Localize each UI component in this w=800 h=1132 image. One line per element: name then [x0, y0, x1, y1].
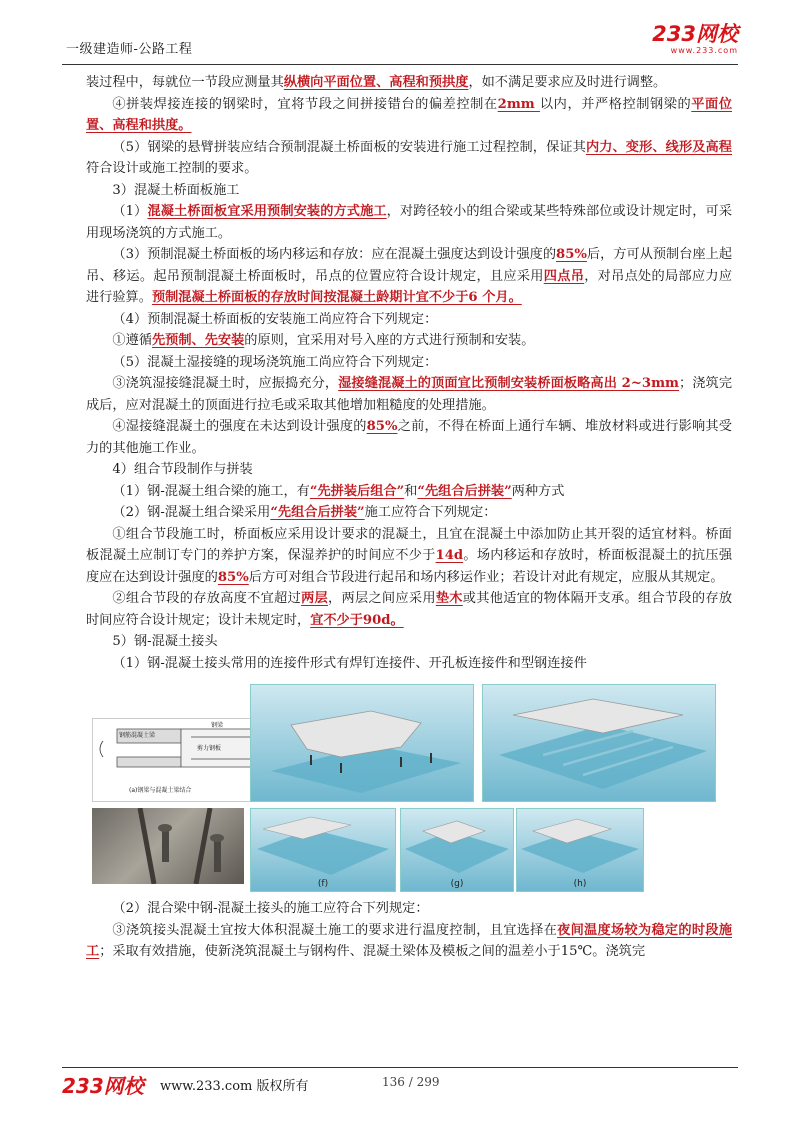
- text-run: 施工应符合下列规定：: [364, 505, 497, 520]
- highlighted-text: 预制混凝土桥面板的存放时间按混凝土龄期计宜不少于6 个月。: [151, 290, 522, 305]
- diagram-label-shear-plate: 剪力钢板: [197, 745, 222, 752]
- paragraph: [86, 524, 732, 589]
- text-run: 和: [404, 483, 418, 499]
- text-run: 两种方式: [511, 483, 565, 499]
- paragraph: [86, 898, 732, 920]
- text-run: （1）钢-混凝土组合梁的施工，有: [112, 483, 310, 499]
- text-run: ③浇筑湿接缝混凝土时，应振捣充分，: [112, 376, 339, 391]
- diagram-caption: (a)钢梁与混凝土梁结合: [129, 787, 192, 794]
- paragraph: [86, 201, 732, 244]
- text-run: ②组合节段的存放高度不宜超过: [112, 591, 302, 606]
- highlighted-text: 先预制、先安装: [151, 333, 245, 348]
- panel-g-render: [400, 808, 514, 892]
- page-footer: [62, 1067, 738, 1096]
- text-run: （1）钢-混凝土接头常用的连接件形式有焊钉连接件、开孔板连接件和型钢连接件: [112, 655, 587, 671]
- highlighted-text: 垫木: [435, 591, 463, 606]
- text-run: ，对跨径较小的组合梁或某些特殊部位或设计规定时，可采用现场浇筑的方式施工。: [86, 204, 733, 241]
- panel-f-render: [250, 808, 396, 892]
- page-content: [86, 72, 732, 963]
- footer-copyright: www.233.com 版权所有: [160, 1079, 309, 1094]
- paragraph: [86, 502, 732, 524]
- paragraph: [86, 72, 732, 94]
- highlighted-text: 混凝土桥面板宜采用预制安装的方式施工: [147, 204, 387, 219]
- highlighted-text: 四点吊: [543, 268, 585, 284]
- text-run: ；浇筑完成后，应对混凝土的顶面进行拉毛或采取其他增加粗糙度的处理措施。: [86, 376, 733, 413]
- paragraph: [86, 920, 732, 963]
- perfobond-slab-3d-render: [482, 684, 716, 802]
- text-run: （2）混合梁中钢-混凝土接头的施工应符合下列规定：: [112, 901, 429, 916]
- brand-logo[interactable]: [652, 22, 738, 56]
- paragraph: [86, 373, 732, 416]
- highlighted-text: “先组合后拼装”: [417, 483, 512, 499]
- text-run: ③浇筑接头混凝土宜按大体积混凝土施工的要求进行温度控制，且宜选择在: [112, 922, 558, 938]
- text-run: ，对吊点处的局部应力应进行验算。: [86, 268, 733, 305]
- paragraph: [86, 330, 732, 352]
- header-title: 一级建造师-公路工程: [66, 42, 193, 57]
- stud-connector-photo: [92, 808, 244, 884]
- highlighted-text: 2mm: [497, 96, 540, 112]
- connector-figure: [86, 680, 732, 892]
- stud-slab-3d-render: [250, 684, 474, 802]
- panel-g-label: (g): [450, 879, 464, 889]
- paragraph: [86, 137, 732, 180]
- steel-concrete-joint-diagram: [92, 718, 270, 802]
- page-header: [62, 22, 738, 65]
- perfobond-slab-svg: [483, 685, 715, 801]
- text-run: 或其他适宜的物体隔开支承。组合节段的存放时间应符合设计规定；设计未规定时，: [86, 591, 733, 628]
- text-run: ；采取有效措施，使新浇筑混凝土与钢构件、混凝土梁体及模板之间的温差小于15℃。浇筑完: [99, 944, 646, 959]
- highlighted-text: “先拼装后组合”: [309, 483, 405, 499]
- highlighted-text: 夜间温度场较为稳定的时段施工: [86, 922, 733, 959]
- highlighted-text: 两层: [301, 591, 329, 606]
- text-run: ④拼装焊接连接的钢梁时，宜将节段之间拼接错台的偏差控制在: [112, 96, 498, 112]
- stud-photo-svg: [92, 808, 244, 884]
- text-run: （5）混凝土湿接缝的现场浇筑施工尚应符合下列规定：: [112, 354, 438, 370]
- page-number: 136 / 299: [382, 1075, 440, 1089]
- panel-h-label: (h): [573, 879, 587, 889]
- text-run: 后方可对组合节段进行起吊和场内移运作业；若设计对此有规定，应服从其规定。: [248, 569, 724, 585]
- text-run: 5）钢-混凝土接头: [112, 634, 218, 649]
- text-run: 3）混凝土桥面板施工: [112, 182, 240, 198]
- highlighted-text: 85%: [217, 569, 249, 585]
- text-run: 以内，并严格控制钢梁的: [539, 96, 692, 112]
- paragraph: [86, 459, 732, 481]
- paragraph: [86, 416, 732, 459]
- brand-logo-text: 233网校: [652, 22, 738, 46]
- paragraph: [86, 653, 732, 675]
- text-run: 4）组合节段制作与拼装: [112, 462, 253, 477]
- paragraph: [86, 244, 732, 309]
- highlighted-text: 纵横向平面位置、高程和预拱度: [283, 75, 469, 90]
- highlighted-text: 湿接缝混凝土的顶面宜比预制安装桥面板略高出 2~3mm: [338, 376, 679, 391]
- text-run: （2）钢-混凝土组合梁采用: [112, 505, 271, 520]
- brand-logo-url: www.233.com: [670, 46, 738, 55]
- highlighted-text: 85%: [366, 419, 398, 434]
- panel-h-render: [516, 808, 644, 892]
- text-run: ，如不满足要求应及时进行调整。: [468, 75, 667, 90]
- highlighted-text: 14d: [435, 548, 464, 563]
- paragraph: [86, 631, 732, 653]
- text-run: 装过程中，每就位一节段应测量其: [86, 75, 284, 90]
- text-run: 符合设计或施工控制的要求。: [86, 161, 258, 176]
- paragraph: [86, 180, 732, 202]
- highlighted-text: 宜不少于90d。: [310, 612, 404, 628]
- text-run: 之前，不得在桥面上通行车辆、堆放材料或进行影响其受力的其他施工作业。: [86, 419, 732, 456]
- highlighted-text: 平面位置、高程和拱度。: [86, 96, 733, 133]
- highlighted-text: 85%: [556, 247, 587, 262]
- paragraph: [86, 588, 732, 631]
- footer-logo[interactable]: 233网校: [62, 1074, 144, 1098]
- text-run: 的原则，宜采用对号入座的方式进行预制和安装。: [244, 333, 535, 348]
- text-run: （4）预制混凝土桥面板的安装施工尚应符合下列规定：: [112, 311, 438, 327]
- panel-f-label: (f): [317, 879, 329, 889]
- paragraph: [86, 94, 732, 137]
- text-run: 。场内移运和存放时，桥面板混凝土的抗压强度应在达到设计强度的: [86, 548, 733, 585]
- diagram-label-steel-beam: 钢梁: [211, 722, 224, 729]
- diagram-label-rc-beam: 钢筋混凝土梁: [119, 732, 156, 739]
- text-run: （3）预制混凝土桥面板的场内移运和存放：应在混凝土强度达到设计强度的: [112, 247, 557, 262]
- text-run: ①遵循: [112, 333, 152, 348]
- text-run: 后，方可从预制台座上起吊、移运。起吊预制混凝土桥面板时，吊点的位置应符合设计规定，且应采用: [86, 247, 733, 284]
- paragraph: [86, 481, 732, 503]
- text-run: ①组合节段施工时，桥面板应采用设计要求的混凝土，且宜在混凝土中添加防止其开裂的适宜材料。桥面板混凝土应制订专门的养护方案，保湿养护的时间应不少于: [86, 526, 732, 563]
- text-run: （5）钢梁的悬臂拼装应结合预制混凝土桥面板的安装进行施工过程控制，保证其: [112, 139, 586, 155]
- stud-slab-svg: [251, 685, 473, 801]
- paragraph: [86, 309, 732, 331]
- highlighted-text: “先组合后拼装”: [270, 505, 365, 520]
- text-run: ，两层之间应采用: [328, 591, 436, 606]
- body-text: [86, 72, 732, 674]
- text-run: （1）: [112, 204, 148, 219]
- highlighted-text: 内力、变形、线形及高程: [585, 139, 732, 155]
- body-text-after-figure: [86, 898, 732, 963]
- text-run: ④湿接缝混凝土的强度在未达到设计强度的: [112, 419, 367, 434]
- paragraph: [86, 352, 732, 374]
